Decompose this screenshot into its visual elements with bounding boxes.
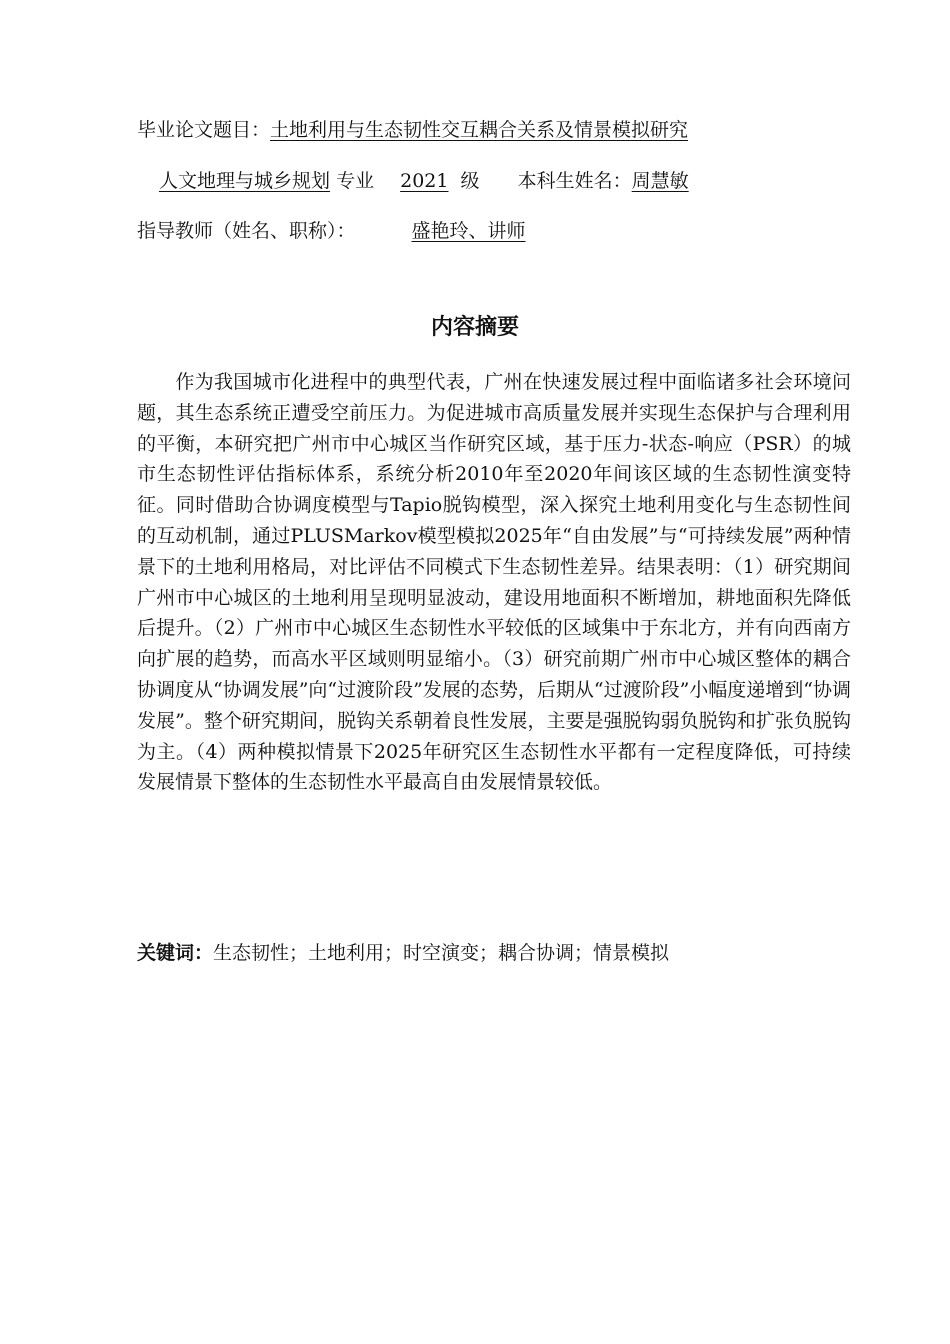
abstract-text: 作为我国城市化进程中的典型代表，广州在快速发展过程中面临诸多社会环境问题，其生态系统正遭受空前压力。为促进城市高质量发展并实现生态保护与合理利用的平衡，本研究把广州市中心城区当作研究区域，基于压力-状态-响应（PSR）的城市生态韧性评估指标体系，系统分析2010年至2020年间该区域的生态韧性演变特征。同时借助合协调度模型与Tapio脱钩模型，深入探究土地利用变化与生态韧性间的互动机制，通过PLUSMarkov模型模拟2025年“自由发展”与“可持续发展”两种情景下的土地利用格局，对比评估不同模式下生态韧性差异。结果表明：（1）研究期间广州市中心城区的土地利用呈现明显波动，建设用地面积不断增加，耕地面积先降低后提升。（2）广州市中心城区生态韧性水平较低的区域集中于东北方，并有向西南方向扩展的趋势，而高水平区域则明显缩小。（3）研究前期广州市中心城区整体的耦合协调度从“协调发展”向“过渡阶段”发展的态势，后期从“过渡阶段”小幅度递增到“协调发展”。整个研究期间，脱钩关系朝着良性发展，主要是强脱钩弱负脱钩和扩张负脱钩为主。（4）两种模拟情景下2025年研究区生态韧性水平都有一定程度降低，可持续发展情景下整体的生态韧性水平最高自由发展情景较低。 bbox=[137, 371, 851, 794]
advisor-field bbox=[356, 220, 682, 242]
grade-label: 级 bbox=[460, 170, 480, 192]
advisor-label: 指导教师（姓名、职称）： bbox=[137, 220, 356, 242]
student-name: 周慧敏 bbox=[631, 170, 689, 192]
major-value: 人文地理与城乡规划 bbox=[159, 170, 331, 192]
thesis-title-label: 毕业论文题目： bbox=[137, 119, 271, 141]
student-label: 本科生姓名： bbox=[517, 170, 632, 192]
advisor-value: 盛艳玲、讲师 bbox=[411, 220, 526, 242]
grade-value: 2021 bbox=[400, 170, 449, 192]
abstract-title: 内容摘要 bbox=[430, 315, 519, 340]
thesis-title: 土地利用与生态韧性交互耦合关系及情景模拟研究 bbox=[270, 119, 689, 141]
grade-field bbox=[380, 170, 454, 192]
thesis-title-line bbox=[137, 117, 688, 143]
keywords-list: 生态韧性；土地利用；时空演变；耦合协调；情景模拟 bbox=[213, 942, 670, 964]
major-field bbox=[137, 170, 330, 192]
keywords-label: 关键词： bbox=[137, 942, 214, 964]
advisor-line bbox=[137, 218, 682, 244]
major-label: 专业 bbox=[336, 170, 375, 192]
keywords-line bbox=[137, 938, 669, 965]
major-line bbox=[137, 168, 689, 194]
abstract-body bbox=[137, 367, 851, 798]
